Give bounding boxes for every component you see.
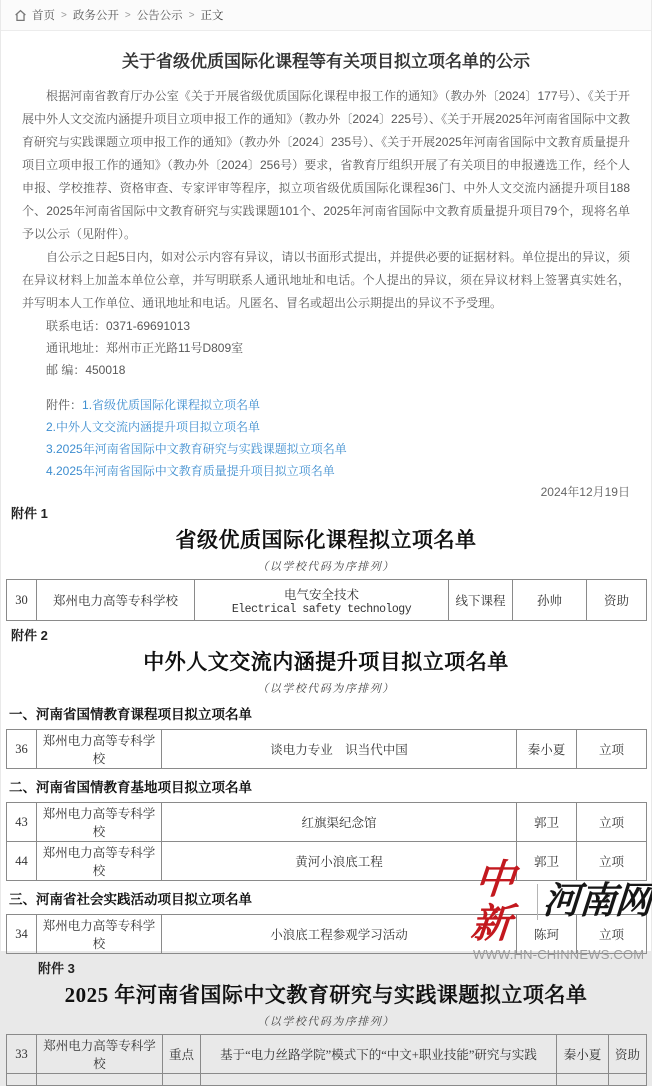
annex2-caption: （以学校代码为序排列） xyxy=(257,683,395,695)
breadcrumb-zhengwu[interactable]: 政务公开 xyxy=(72,10,119,22)
attachment-link-1[interactable]: 1.省级优质国际化课程拟立项名单 xyxy=(82,398,261,412)
page-title: 关于省级优质国际化课程等有关项目拟立项名单的公示 xyxy=(122,52,530,71)
contact-block xyxy=(22,315,630,381)
school-cell: 郑州电力高等专科学校 xyxy=(37,1035,163,1074)
seq-cell: 34 xyxy=(7,915,37,954)
table-row xyxy=(7,915,647,954)
annex1-title: 省级优质国际化课程拟立项名单 xyxy=(175,528,477,552)
school-cell: 郑州电力高等专科学校 xyxy=(37,580,195,621)
table-row xyxy=(7,730,647,769)
mode-cell: 线下课程 xyxy=(449,580,513,621)
annex2-section2-heading: 二、河南省国情教育基地项目拟立项名单 xyxy=(9,780,252,795)
annex2-section1-table xyxy=(6,729,647,769)
annex1-table xyxy=(6,579,647,621)
annex2-label: 附件 2 xyxy=(11,628,48,643)
publish-date: 2024年12月19日 xyxy=(540,485,630,499)
table-row xyxy=(7,842,647,881)
annex3-table xyxy=(6,1034,647,1086)
paragraph-basis: 根据河南省教育厅办公室《关于开展省级优质国际化课程申报工作的通知》（教办外〔2024〕177号）、《关于开展中外人文交流内涵提升项目立项申报工作的通知》（教办外〔2024〕225号）、《关于开展2025年河南省国际中文教育研究与实践课题立项申报工作的通知》（教办外〔2024〕235号）、《关于开展2025年河南省国际中文教育质量提升项目立项申报工作的通知》（教办外〔2024〕256号）要求，省教育厅组织开展了有关项目的申报遴选工作，经个人申报、学校推荐、资格审查、专家评审等程序，拟立项省级优质国际化课程36门、中外人文交流内涵提升项目188个、2025年河南省国际中文教育研究与实践课题101个、2025年河南省国际中文教育质量提升项目79个，现将名单予以公示（见附件）。 xyxy=(22,89,630,241)
school-cell: 郑州电力高等专科学校 xyxy=(37,803,162,842)
fund-cell: 资助 xyxy=(609,1035,647,1074)
paragraph-objection: 自公示之日起5日内，如对公示内容有异议，请以书面形式提出，并提供必要的证据材料。单位提出的异议，须在异议材料上加盖本单位公章，并写明联系人通讯地址和电话。个人提出的异议，须在异议材料上签署真实姓名，并写明本人工作单位、通讯地址和电话。凡匿名、冒名或超出公示期提出的异议不予受理。 xyxy=(22,250,630,310)
annex2-section2-table xyxy=(6,802,647,881)
annex1-caption: （以学校代码为序排列） xyxy=(257,561,395,573)
status-cell: 立项 xyxy=(577,842,647,881)
table-row-clipped xyxy=(7,1074,647,1086)
article-body xyxy=(1,52,651,499)
seq-cell: 43 xyxy=(7,803,37,842)
project-cell: 黄河小浪底工程 xyxy=(162,842,517,881)
contact-address: 通讯地址：郑州市正光路11号D809室 xyxy=(46,341,244,355)
seq-cell: 33 xyxy=(7,1035,37,1074)
announcement-page xyxy=(1,0,652,1071)
attachment-link-4[interactable]: 4.2025年河南省国际中文教育质量提升项目拟立项名单 xyxy=(46,464,335,478)
status-cell: 立项 xyxy=(577,730,647,769)
course-name-en: Electrical safety technology xyxy=(231,602,412,616)
school-cell: 郑州电力高等专科学校 xyxy=(37,730,162,769)
breadcrumb-home[interactable]: 首页 xyxy=(32,10,55,22)
fund-cell: 资助 xyxy=(587,580,647,621)
annex-documents xyxy=(1,506,651,1086)
breadcrumb-separator: > xyxy=(124,9,131,21)
school-cell: 郑州电力高等专科学校 xyxy=(37,915,162,954)
project-cell: 基于“电力丝路学院”模式下的“中文+职业技能”研究与实践 xyxy=(201,1035,557,1074)
annex2-title: 中外人文交流内涵提升项目拟立项名单 xyxy=(143,650,509,674)
annex2-section3-heading: 三、河南省社会实践活动项目拟立项名单 xyxy=(9,892,252,907)
table-row xyxy=(7,1035,647,1074)
table-row xyxy=(7,803,647,842)
breadcrumb-gonggao[interactable]: 公告公示 xyxy=(136,10,183,22)
attachment-link-2[interactable]: 2.中外人文交流内涵提升项目拟立项名单 xyxy=(46,420,261,434)
status-cell: 立项 xyxy=(577,803,647,842)
person-cell: 郭卫 xyxy=(517,842,577,881)
contact-phone: 联系电话：0371-69691013 xyxy=(46,319,191,333)
seq-cell: 30 xyxy=(7,580,37,621)
contact-postcode: 邮 编：450018 xyxy=(46,363,126,377)
project-cell: 谈电力专业 识当代中国 xyxy=(162,730,517,769)
annex3-label: 附件 3 xyxy=(38,961,75,976)
person-cell: 秦小夏 xyxy=(517,730,577,769)
home-icon xyxy=(14,9,27,22)
seq-cell: 36 xyxy=(7,730,37,769)
attachment-links xyxy=(22,394,630,482)
attachment-link-3[interactable]: 3.2025年河南省国际中文教育研究与实践课题拟立项名单 xyxy=(46,442,347,456)
project-cell: 小浪底工程参观学习活动 xyxy=(162,915,517,954)
person-cell: 郭卫 xyxy=(517,803,577,842)
course-cell xyxy=(195,580,449,621)
breadcrumb-separator: > xyxy=(61,9,67,21)
school-cell: 郑州电力高等专科学校 xyxy=(37,842,162,881)
status-cell: 立项 xyxy=(577,915,647,954)
watermark-brand-black: 河南网 xyxy=(541,881,652,922)
level-cell: 重点 xyxy=(163,1035,201,1074)
watermark-brand-red: 中新 xyxy=(469,857,510,946)
annex2-section3-table xyxy=(6,914,647,954)
person-cell: 孙帅 xyxy=(513,580,587,621)
project-cell: 红旗渠纪念馆 xyxy=(162,803,517,842)
breadcrumb-separator: > xyxy=(188,9,195,21)
seq-cell: 44 xyxy=(7,842,37,881)
annex3-caption: （以学校代码为序排列） xyxy=(257,1016,395,1028)
annex2-section1-heading: 一、河南省国情教育课程项目拟立项名单 xyxy=(9,707,252,722)
attachments-label: 附件： xyxy=(46,398,83,412)
person-cell: 陈珂 xyxy=(517,915,577,954)
table-row xyxy=(7,580,647,621)
person-cell: 秦小夏 xyxy=(557,1035,609,1074)
course-name-cn: 电气安全技术 xyxy=(283,587,359,602)
annex3-title: 2025 年河南省国际中文教育研究与实践课题拟立项名单 xyxy=(64,983,588,1007)
annex1-label: 附件 1 xyxy=(11,506,48,521)
breadcrumb-current: 正文 xyxy=(200,10,224,22)
breadcrumb xyxy=(1,0,651,31)
watermark-site-url: WWW.HN-CHINNEWS.COM xyxy=(473,947,645,962)
